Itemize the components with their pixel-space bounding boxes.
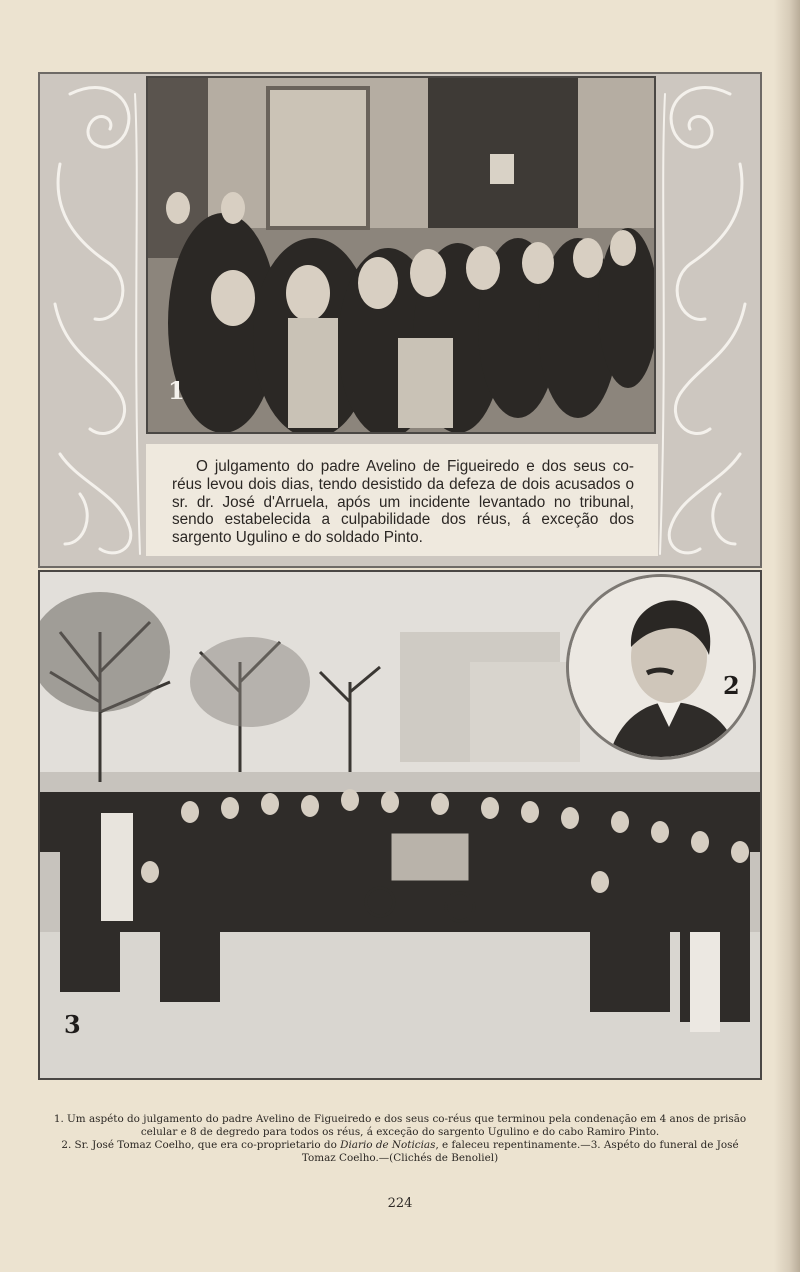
trial-caption: O julgamento do padre Avelino de Figueiredo e dos seus co-réus levou dois dias, tendo desistido da defeza de dois acusados o sr. dr. José d'Arruela, após um incidente levantado no tribunal, sendo estabelecida a culpabilidade dos réus, á exceção dos sargento Ugulino e do soldado Pinto. [146, 444, 658, 556]
courtroom-scene-icon [148, 78, 654, 432]
newspaper-title: Diario de Noticias [340, 1139, 436, 1151]
caption-line-1: 1. Um aspéto do julgamento do padre Avelino de Figueiredo e dos seus co-réus que terminou pela condenação em 4 anos de prisão celular e 8 de degredo para todos os réus, á exceção do sargento Ugulino e do cabo Ramiro Pinto. [53, 1113, 747, 1138]
caption-line-2 [44, 1139, 756, 1165]
photo-courtroom-trial [146, 76, 656, 434]
caption-line-2-prefix: 2. Sr. José Tomaz Coelho, que era co-proprietario do [61, 1139, 341, 1151]
photo-number-2: 2 [723, 671, 740, 700]
photo-number-3: 3 [64, 1010, 81, 1039]
portrait-medallion [566, 574, 756, 760]
page-edge-shadow [774, 0, 800, 1272]
page-number: 224 [387, 1196, 413, 1211]
photo-number-1: 1 [168, 376, 185, 405]
photo-captions [44, 1113, 756, 1165]
portrait-man-icon [569, 577, 753, 757]
caption-line-2-suffix: , e faleceu repentinamente.—3. Aspéto do funeral de José Tomaz Coelho.—(Clichés de Benoliel) [301, 1139, 739, 1164]
